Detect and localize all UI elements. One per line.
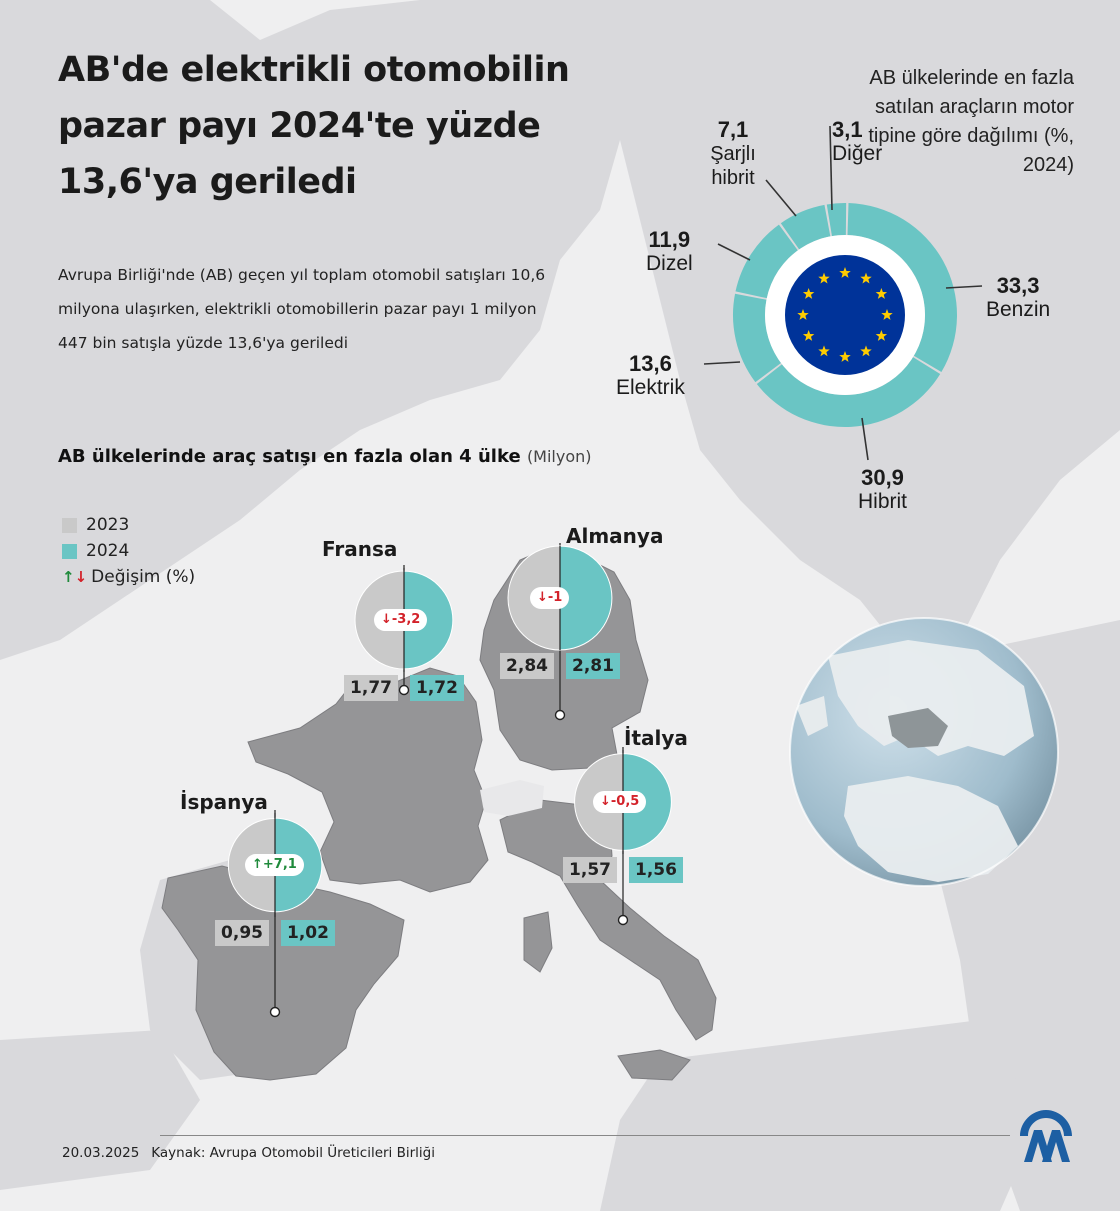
legend-item-change: ↑↓ Değişim (%) [62, 567, 196, 587]
location-dot [556, 711, 565, 720]
legend-item-2023: 2023 [62, 512, 195, 538]
change-badge: ↑+7,1 [245, 854, 304, 876]
page-title: AB'de elektrikli otomobilin pazar payı 2024'te yüzde 13,6'ya geriledi [58, 50, 570, 202]
change-badge: ↓-1 [530, 587, 569, 609]
up-down-arrow-icon: ↑↓ [62, 568, 88, 586]
globe-icon [788, 616, 1060, 888]
country-name: İspanya [180, 790, 268, 814]
location-dot [619, 916, 628, 925]
section-heading: AB ülkelerinde araç satışı en fazla olan 4 ülke (Milyon) [58, 446, 592, 467]
value-2023: 1,77 [344, 675, 398, 701]
value-2024: 1,56 [629, 857, 683, 883]
donut-heading: AB ülkelerinde en fazla satılan araçların motor tipine göre dağılımı (%, 2024) [868, 67, 1074, 176]
value-2023: 0,95 [215, 920, 269, 946]
aa-logo-icon [1016, 1108, 1076, 1164]
donut-label-diger: 3,1 Diğer [832, 117, 883, 165]
donut-label-sarjli-hibrit: 7,1 Şarjlı hibrit [710, 117, 756, 189]
country-name: İtalya [624, 726, 688, 750]
intro-text: Avrupa Birliği'nde (AB) geçen yıl toplam otomobil satışları 10,6 milyona ulaşırken, elektrikli otomobillerin pazar payı 1 milyon 447 bin satışla yüzde 13,6'ya geriledi [58, 266, 546, 352]
chart-legend [62, 512, 195, 590]
legend-item-2024: 2024 [62, 538, 195, 564]
value-2024: 1,02 [281, 920, 335, 946]
value-2024: 1,72 [410, 675, 464, 701]
country-name: Fransa [322, 537, 398, 561]
location-dot [400, 686, 409, 695]
footer [62, 1145, 435, 1161]
location-dot [271, 1008, 280, 1017]
footer-divider [160, 1135, 1010, 1136]
change-badge: ↓-3,2 [374, 609, 427, 631]
donut-label-benzin: 33,3 Benzin [986, 273, 1051, 321]
footer-date: 20.03.2025 [62, 1145, 140, 1161]
value-2024: 2,81 [566, 653, 620, 679]
donut-label-dizel: 11,9 Dizel [646, 227, 693, 275]
donut-label-elektrik: 13,6 Elektrik [616, 351, 685, 399]
value-2023: 1,57 [563, 857, 617, 883]
footer-source: Kaynak: Avrupa Otomobil Üreticileri Birliği [151, 1145, 435, 1161]
donut-label-hibrit: 30,9 Hibrit [858, 465, 908, 513]
value-2023: 2,84 [500, 653, 554, 679]
change-badge: ↓-0,5 [593, 791, 646, 813]
country-name: Almanya [566, 524, 664, 548]
